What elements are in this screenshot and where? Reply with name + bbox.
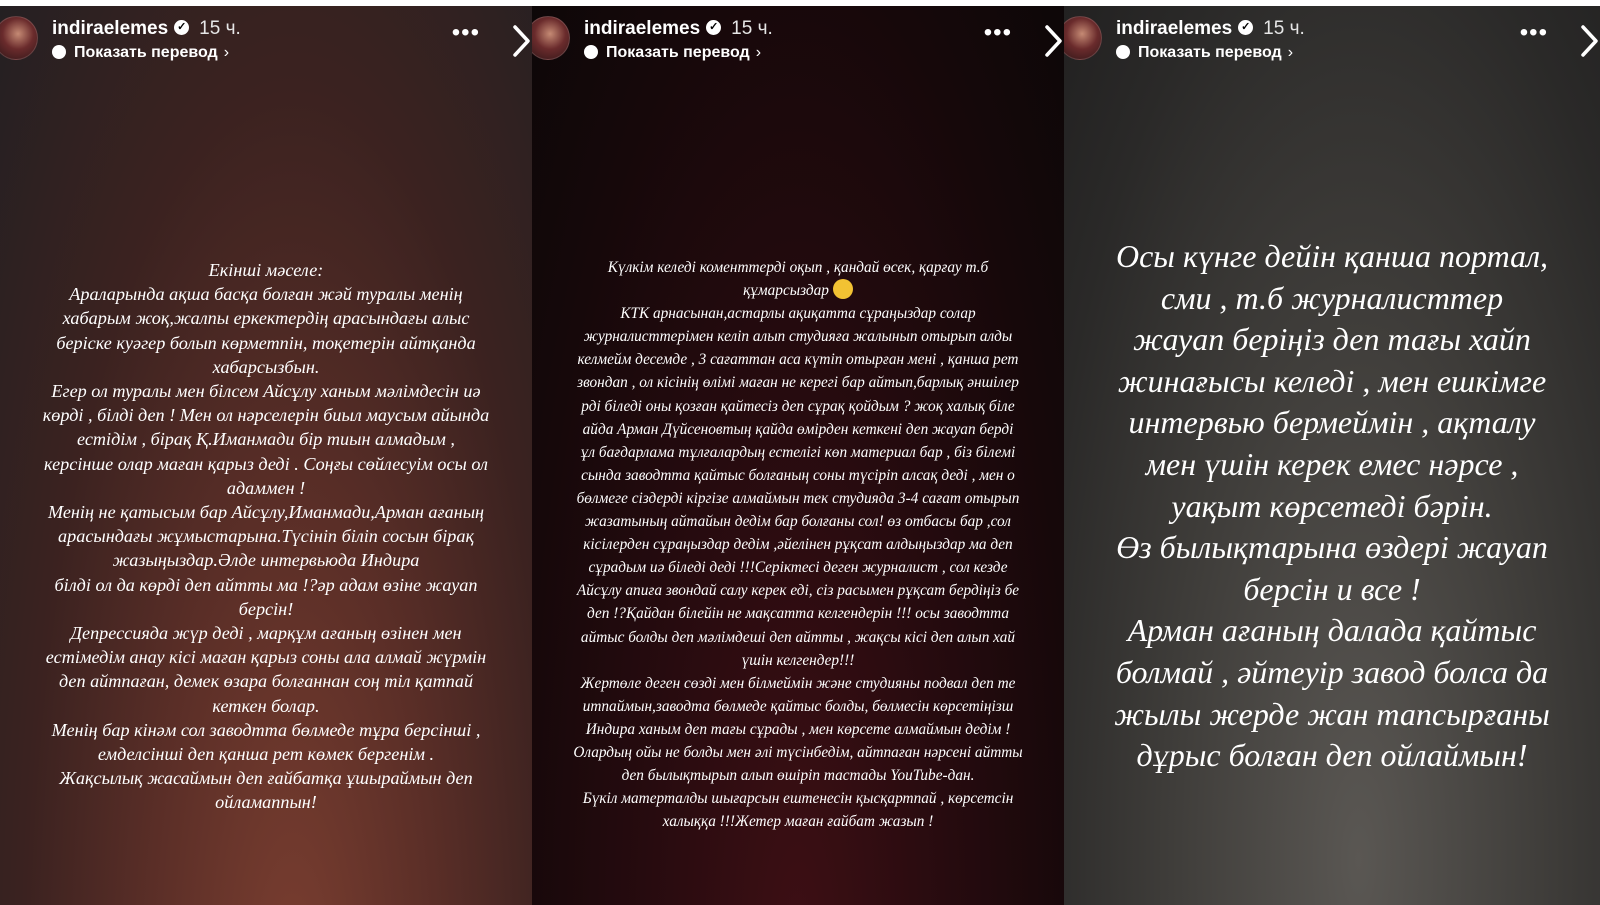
show-translation-link[interactable] [584, 44, 761, 62]
story-text [532, 256, 1064, 833]
more-options-icon[interactable]: ••• [983, 19, 1012, 46]
story-line: хабарым жоқ,жалпы еркектердің арасындағы алыс [62, 308, 470, 329]
story-line: ойламаппын! [215, 792, 317, 813]
story-line: дұрыс болған деп ойлаймын! [1136, 737, 1528, 774]
story-line: берсін и все ! [1243, 570, 1421, 607]
story-line: журналисттерімен келіп алып студияға жалынып отырып алды [583, 328, 1013, 346]
story-line: емделсінші деп қанша рет көмек бергенім . [97, 744, 435, 765]
story-line: Олардың ойы не болды мен әлі түсінбедім, айтпаған нәрсені айтты [573, 743, 1023, 761]
story-line: кеткен болар. [212, 695, 320, 716]
story-line: жазатының айтайын дедім бар болғаны сол! өз отбасы бар ,сол [585, 513, 1011, 531]
username-row[interactable] [584, 18, 773, 40]
username[interactable]: indiraelemes [584, 18, 701, 39]
story-line: естідім , бірақ Қ.Иманмади бір тиын алмадым , [77, 429, 455, 450]
story-text [1064, 236, 1600, 777]
story-line: жылы жерде жан тапсырғаны [1114, 695, 1550, 732]
story-line: сұрадым иә біледі деді !!!Серіктесі деген журналист , сол кезде [588, 559, 1008, 577]
story-line: Арман ағаның далада қайтыс [1127, 612, 1537, 649]
story-header [1064, 6, 1600, 76]
story-line: мен үшін керек емес нәрсе , [1145, 445, 1519, 482]
translate-icon [584, 45, 598, 59]
show-translation-link[interactable] [1116, 44, 1293, 62]
show-translation-label: Показать перевод [74, 44, 218, 61]
username-row[interactable] [1116, 18, 1305, 40]
more-options-icon[interactable]: ••• [1519, 19, 1548, 46]
story-line: рді біледі оны қозған қайтесіз деп сұрақ қойдым ? жоқ халық біле [581, 397, 1015, 415]
story-line: Менің бар кінәм сол заводтта бөлмеде тұра берсінші , [51, 719, 481, 740]
story-line: итпаймын,заводта бөлмеде қайтыс болды, бөлмесін көрсетіңізш [582, 697, 1014, 715]
story-line: адаммен ! [226, 477, 306, 498]
story-line: Жертөле деген сөзді мен білмеймін және студияны подвал деп те [580, 674, 1016, 692]
story-line: айтыс болды деп мәлімдеші деп айтты , жақсы кісі деп алып хай [580, 628, 1016, 646]
story-line: Индира ханым деп тағы сұрады , мен көрсете алмаймын дедім ! [585, 720, 1011, 738]
chevron-right-icon: › [755, 44, 762, 61]
story-line: деп айтпаған, демек өзара болғаннан соң тіл қатпай [58, 671, 474, 692]
verified-badge-icon: ✓ [1238, 20, 1253, 35]
story-line: беріске куәгер болып көрметпін, тоқетерін айтқанда [56, 332, 476, 353]
story-line: Күлкім келеді коменттерді оқып , қандай өсек, қарғау т.б [607, 259, 989, 276]
story-line [532, 279, 1064, 302]
post-time: 15 ч. [731, 18, 773, 39]
story-line: уақыт көрсетеді бәрін. [1171, 487, 1493, 524]
story-line: Бүкіл матерталды шығарсын ештенесін қысқартпай , көрсетсін [582, 790, 1014, 808]
story-line: болмай , әйтеуір завод болса да [1115, 653, 1549, 690]
story-line: көрді , білді деп ! Мен ол нәрселерін биыл маусым айында [42, 405, 490, 426]
story-line: КТК арнасынан,астарлы ақиқатта сұраңыздар солар [620, 305, 976, 323]
story-line: Менің не қатысым бар Айсұлу,Иманмади,Арман ағаның [47, 502, 485, 523]
story-line: керсінше олар маған қарыз деді . Соңғы сөйлесуім осы ол [44, 453, 488, 474]
username[interactable]: indiraelemes [52, 18, 169, 39]
username-row[interactable] [52, 18, 241, 40]
story-line: айда Арман Дүйсеновтың қайда өмірден кеткені деп жауап берді [582, 420, 1014, 438]
story-line: деп !?Қайдан білейін не мақсатта келгендерін !!! осы заводтта [587, 605, 1009, 623]
story-line: Депрессияда жүр деді , марқұм ағаның өзінен мен [70, 623, 462, 644]
verified-badge-icon: ✓ [174, 20, 189, 35]
story-line: естімедім анау кісі маған қарыз соны ала алмай жүрмін [45, 647, 487, 668]
story-line: Араларында ақша басқа болған жәй туралы менің [69, 284, 463, 305]
next-story-icon[interactable] [1042, 24, 1064, 58]
more-options-icon[interactable]: ••• [451, 19, 480, 46]
story-panel-1 [0, 6, 532, 905]
avatar[interactable] [0, 16, 38, 60]
story-line: деп былықтырып алып өшіріп тастады YouTube-дан. [621, 767, 975, 785]
story-line: сында заводтта қайтыс болғаның соны түсіріп алсақ деді , мен о [581, 466, 1015, 484]
story-header [0, 6, 532, 76]
show-translation-label: Показать перевод [606, 44, 750, 61]
story-line: Жақсылық жасаймын деп ғайбатқа ұшыраймын деп [59, 768, 473, 789]
story-panel-3 [1064, 6, 1600, 905]
story-line: үшін келгендер!!! [741, 651, 855, 669]
story-line: жазыңыздар.Әлде интервьюда Индира [112, 550, 420, 571]
story-line: Өз былықтарына өздері жауап [1116, 529, 1548, 566]
story-line: Егер ол туралы мен білсем Айсұлу ханым мәлімдесін иә [51, 381, 481, 402]
verified-badge-icon: ✓ [706, 20, 721, 35]
story-line: ұл бағдарлама тұлғалардың естелігі көп материал бар , біз білемі [580, 443, 1016, 461]
story-line: арасындағы жұмыстарына.Түсініп біліп сосын бірақ [58, 526, 474, 547]
chevron-right-icon: › [223, 44, 230, 61]
story-line: Айсұлу апиға звондай салу керек еді, сіз расымен рұқсат бердіңіз бе [576, 582, 1020, 600]
story-line: жауап беріңіз деп тағы хайп [1133, 321, 1531, 358]
story-text [0, 258, 532, 815]
show-translation-link[interactable] [52, 44, 229, 62]
translate-icon [1116, 45, 1130, 59]
story-line: бөлмеге сіздерді кіргізе алмаймын тек студияда 3-4 сағат отырып [576, 489, 1020, 507]
avatar[interactable] [532, 16, 570, 60]
story-header [532, 6, 1064, 76]
story-line: білді ол да көрді деп айтты ма !?әр адам өзіне жауап [54, 574, 478, 595]
story-line: сми , т.б журналисттер [1160, 279, 1504, 316]
show-translation-label: Показать перевод [1138, 44, 1282, 61]
story-line: келмейм десемде , 3 сағаттан аса күтіп отырған мені , қанша рет [577, 351, 1019, 369]
smiling-face-emoji-icon [833, 279, 853, 299]
chevron-right-icon: › [1287, 44, 1294, 61]
story-line: кісілерден сұраңыздар дедім ,әйелінен рұқсат алдыңыздар ма деп [583, 536, 1013, 554]
post-time: 15 ч. [199, 18, 241, 39]
story-line: интервью бермеймін , ақталу [1128, 404, 1536, 441]
next-story-icon[interactable] [1578, 24, 1600, 58]
story-line: Осы күнге дейін қанша портал, [1115, 238, 1549, 274]
translate-icon [52, 45, 66, 59]
post-time: 15 ч. [1263, 18, 1305, 39]
next-story-icon[interactable] [510, 24, 532, 58]
story-panel-2 [532, 6, 1064, 905]
avatar[interactable] [1064, 16, 1102, 60]
story-line: берсін! [238, 598, 294, 619]
username[interactable]: indiraelemes [1116, 18, 1233, 39]
story-line: жинағысы келеді , мен ешкімге [1117, 362, 1547, 399]
story-line-text: құмарсыздар [743, 282, 829, 300]
story-line: Екінші мәселе: [208, 260, 324, 280]
story-line: хабарсызбын. [212, 356, 320, 377]
story-line: халыққа !!!Жетер маған ғайбат жазып ! [662, 813, 934, 831]
story-line: звондап , ол кісінің өлімі маған не керегі бар айтып,барлық әншілер [577, 374, 1019, 392]
